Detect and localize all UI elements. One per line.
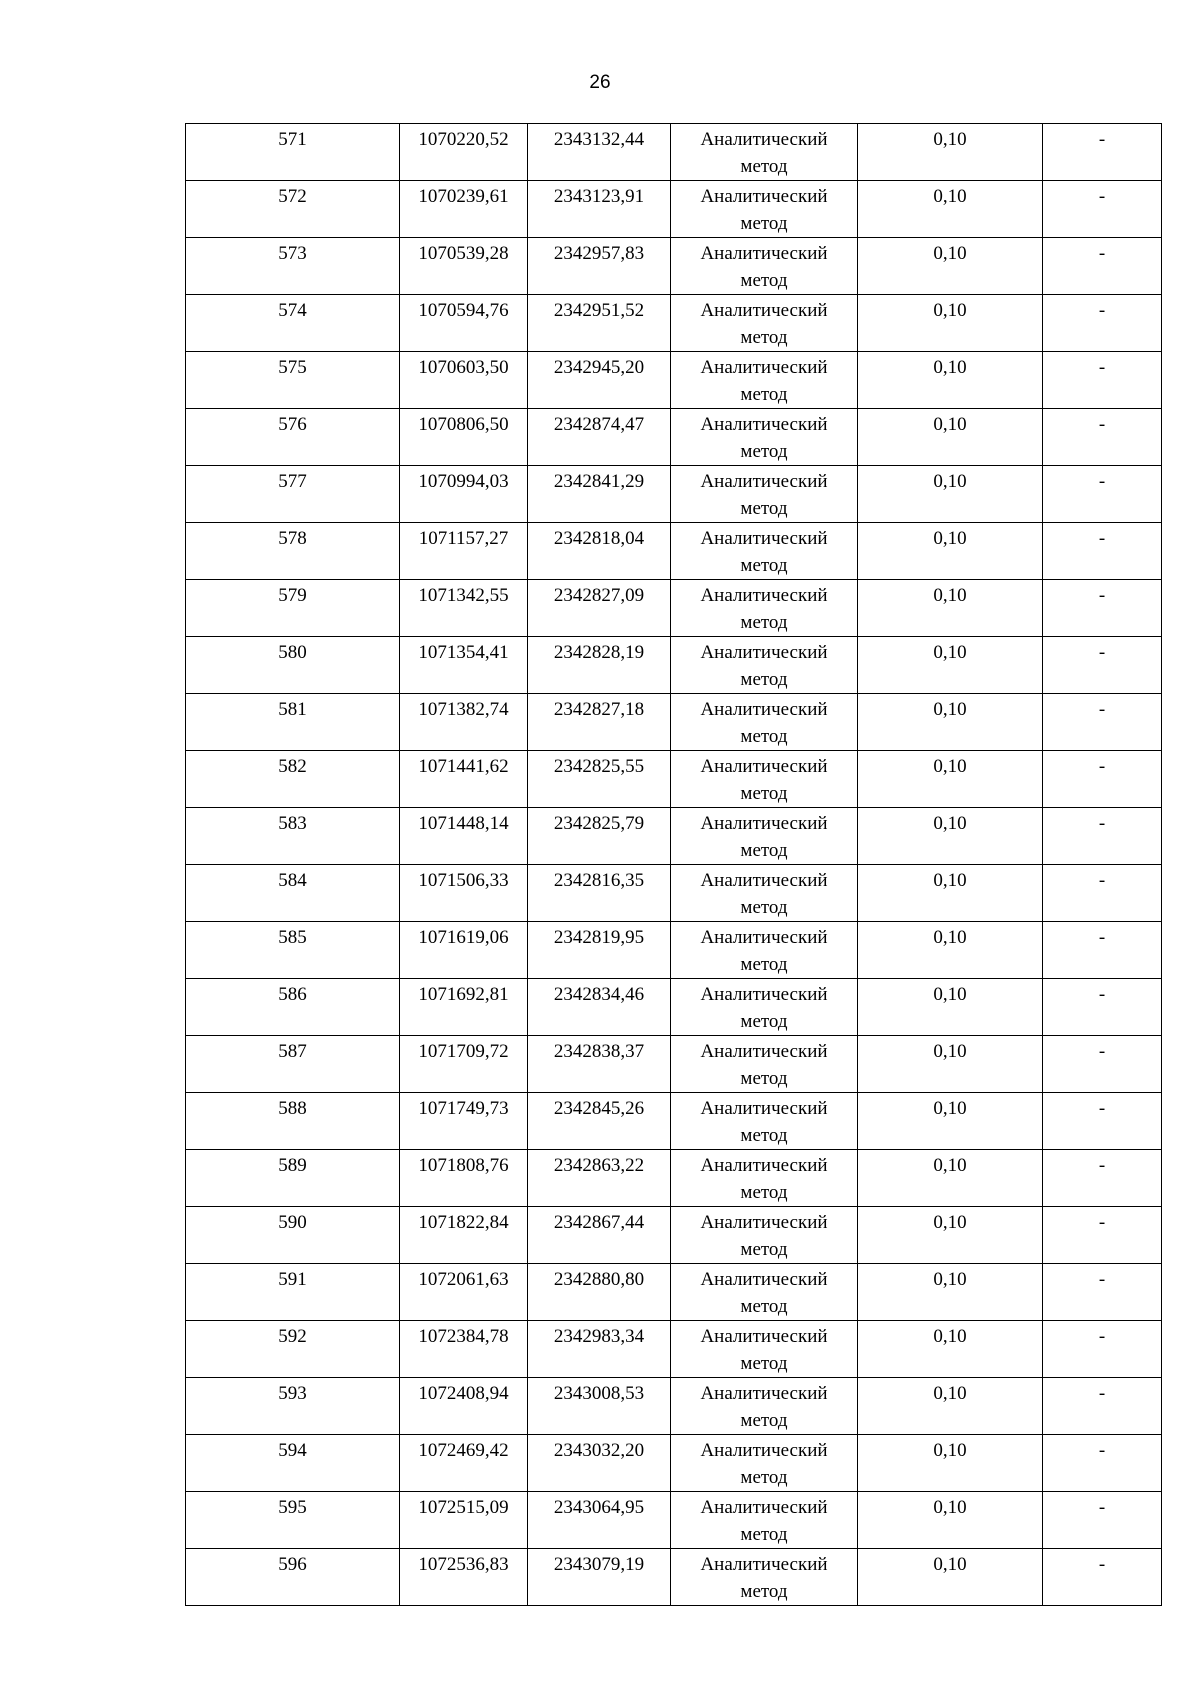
coordinate-x-cell: 1071354,41 <box>400 637 528 694</box>
table-row <box>186 922 1162 979</box>
note-cell: - <box>1043 922 1162 979</box>
note-cell: - <box>1043 523 1162 580</box>
point-number-cell: 574 <box>186 295 400 352</box>
accuracy-cell: 0,10 <box>858 979 1043 1036</box>
coordinate-y-cell: 2342863,22 <box>528 1150 671 1207</box>
coordinate-x-cell: 1071749,73 <box>400 1093 528 1150</box>
coordinate-y-cell: 2343079,19 <box>528 1549 671 1606</box>
accuracy-cell: 0,10 <box>858 1435 1043 1492</box>
coordinate-x-cell: 1072515,09 <box>400 1492 528 1549</box>
accuracy-cell: 0,10 <box>858 523 1043 580</box>
point-number-cell: 592 <box>186 1321 400 1378</box>
note-cell: - <box>1043 124 1162 181</box>
point-number-cell: 579 <box>186 580 400 637</box>
coordinate-x-cell: 1071709,72 <box>400 1036 528 1093</box>
coordinate-y-cell: 2342827,09 <box>528 580 671 637</box>
point-number-cell: 588 <box>186 1093 400 1150</box>
note-cell: - <box>1043 751 1162 808</box>
method-cell: Аналитический метод <box>671 1264 858 1321</box>
table-row <box>186 409 1162 466</box>
note-cell: - <box>1043 295 1162 352</box>
coordinate-y-cell: 2342816,35 <box>528 865 671 922</box>
point-number-cell: 587 <box>186 1036 400 1093</box>
coordinate-y-cell: 2342818,04 <box>528 523 671 580</box>
note-cell: - <box>1043 409 1162 466</box>
note-cell: - <box>1043 1264 1162 1321</box>
table-row <box>186 1093 1162 1150</box>
note-cell: - <box>1043 979 1162 1036</box>
accuracy-cell: 0,10 <box>858 466 1043 523</box>
method-cell: Аналитический метод <box>671 1378 858 1435</box>
accuracy-cell: 0,10 <box>858 1264 1043 1321</box>
note-cell: - <box>1043 1492 1162 1549</box>
method-cell: Аналитический метод <box>671 979 858 1036</box>
point-number-cell: 581 <box>186 694 400 751</box>
point-number-cell: 575 <box>186 352 400 409</box>
method-cell: Аналитический метод <box>671 808 858 865</box>
accuracy-cell: 0,10 <box>858 1150 1043 1207</box>
table-row <box>186 352 1162 409</box>
method-cell: Аналитический метод <box>671 694 858 751</box>
accuracy-cell: 0,10 <box>858 181 1043 238</box>
coordinate-x-cell: 1071692,81 <box>400 979 528 1036</box>
coordinate-x-cell: 1071506,33 <box>400 865 528 922</box>
coordinate-x-cell: 1070594,76 <box>400 295 528 352</box>
accuracy-cell: 0,10 <box>858 580 1043 637</box>
coordinate-y-cell: 2342880,80 <box>528 1264 671 1321</box>
coordinate-y-cell: 2342957,83 <box>528 238 671 295</box>
table-row <box>186 1207 1162 1264</box>
point-number-cell: 595 <box>186 1492 400 1549</box>
note-cell: - <box>1043 637 1162 694</box>
point-number-cell: 572 <box>186 181 400 238</box>
accuracy-cell: 0,10 <box>858 922 1043 979</box>
coordinate-x-cell: 1070994,03 <box>400 466 528 523</box>
accuracy-cell: 0,10 <box>858 637 1043 694</box>
table-row <box>186 637 1162 694</box>
coordinate-x-cell: 1072384,78 <box>400 1321 528 1378</box>
accuracy-cell: 0,10 <box>858 124 1043 181</box>
coordinate-y-cell: 2343032,20 <box>528 1435 671 1492</box>
coordinate-y-cell: 2342951,52 <box>528 295 671 352</box>
accuracy-cell: 0,10 <box>858 694 1043 751</box>
point-number-cell: 596 <box>186 1549 400 1606</box>
note-cell: - <box>1043 1150 1162 1207</box>
coordinate-x-cell: 1071619,06 <box>400 922 528 979</box>
coordinate-x-cell: 1071157,27 <box>400 523 528 580</box>
coordinate-x-cell: 1071448,14 <box>400 808 528 865</box>
coordinate-y-cell: 2342825,55 <box>528 751 671 808</box>
accuracy-cell: 0,10 <box>858 1321 1043 1378</box>
method-cell: Аналитический метод <box>671 1549 858 1606</box>
point-number-cell: 589 <box>186 1150 400 1207</box>
table-row <box>186 580 1162 637</box>
coordinate-y-cell: 2342841,29 <box>528 466 671 523</box>
accuracy-cell: 0,10 <box>858 295 1043 352</box>
coordinates-table-body <box>186 124 1162 1606</box>
note-cell: - <box>1043 694 1162 751</box>
coordinate-y-cell: 2342819,95 <box>528 922 671 979</box>
note-cell: - <box>1043 466 1162 523</box>
method-cell: Аналитический метод <box>671 466 858 523</box>
note-cell: - <box>1043 808 1162 865</box>
point-number-cell: 578 <box>186 523 400 580</box>
method-cell: Аналитический метод <box>671 409 858 466</box>
point-number-cell: 577 <box>186 466 400 523</box>
method-cell: Аналитический метод <box>671 751 858 808</box>
point-number-cell: 591 <box>186 1264 400 1321</box>
coordinate-x-cell: 1070806,50 <box>400 409 528 466</box>
method-cell: Аналитический метод <box>671 181 858 238</box>
coordinate-y-cell: 2343008,53 <box>528 1378 671 1435</box>
table-row <box>186 181 1162 238</box>
accuracy-cell: 0,10 <box>858 1492 1043 1549</box>
point-number-cell: 585 <box>186 922 400 979</box>
coordinate-y-cell: 2342945,20 <box>528 352 671 409</box>
accuracy-cell: 0,10 <box>858 1207 1043 1264</box>
point-number-cell: 571 <box>186 124 400 181</box>
accuracy-cell: 0,10 <box>858 751 1043 808</box>
coordinate-y-cell: 2342834,46 <box>528 979 671 1036</box>
method-cell: Аналитический метод <box>671 1321 858 1378</box>
coordinates-table <box>185 123 1162 1606</box>
point-number-cell: 573 <box>186 238 400 295</box>
table-row <box>186 1264 1162 1321</box>
note-cell: - <box>1043 1093 1162 1150</box>
method-cell: Аналитический метод <box>671 1492 858 1549</box>
page-number: 26 <box>589 72 611 93</box>
coordinate-x-cell: 1070539,28 <box>400 238 528 295</box>
point-number-cell: 576 <box>186 409 400 466</box>
coordinate-y-cell: 2342845,26 <box>528 1093 671 1150</box>
coordinate-x-cell: 1071808,76 <box>400 1150 528 1207</box>
method-cell: Аналитический метод <box>671 238 858 295</box>
table-row <box>186 751 1162 808</box>
coordinate-x-cell: 1070239,61 <box>400 181 528 238</box>
accuracy-cell: 0,10 <box>858 409 1043 466</box>
coordinate-y-cell: 2343132,44 <box>528 124 671 181</box>
method-cell: Аналитический метод <box>671 1150 858 1207</box>
accuracy-cell: 0,10 <box>858 1549 1043 1606</box>
coordinate-x-cell: 1072536,83 <box>400 1549 528 1606</box>
coordinate-y-cell: 2342983,34 <box>528 1321 671 1378</box>
table-row <box>186 694 1162 751</box>
method-cell: Аналитический метод <box>671 865 858 922</box>
table-row <box>186 523 1162 580</box>
method-cell: Аналитический метод <box>671 1093 858 1150</box>
accuracy-cell: 0,10 <box>858 238 1043 295</box>
note-cell: - <box>1043 352 1162 409</box>
coordinate-x-cell: 1072469,42 <box>400 1435 528 1492</box>
note-cell: - <box>1043 1207 1162 1264</box>
coordinate-x-cell: 1070220,52 <box>400 124 528 181</box>
accuracy-cell: 0,10 <box>858 1093 1043 1150</box>
method-cell: Аналитический метод <box>671 295 858 352</box>
coordinate-y-cell: 2342874,47 <box>528 409 671 466</box>
method-cell: Аналитический метод <box>671 1036 858 1093</box>
note-cell: - <box>1043 181 1162 238</box>
note-cell: - <box>1043 865 1162 922</box>
table-row <box>186 979 1162 1036</box>
point-number-cell: 580 <box>186 637 400 694</box>
note-cell: - <box>1043 1036 1162 1093</box>
coordinate-y-cell: 2343123,91 <box>528 181 671 238</box>
coordinate-x-cell: 1072408,94 <box>400 1378 528 1435</box>
accuracy-cell: 0,10 <box>858 865 1043 922</box>
table-row <box>186 466 1162 523</box>
method-cell: Аналитический метод <box>671 523 858 580</box>
point-number-cell: 582 <box>186 751 400 808</box>
note-cell: - <box>1043 1321 1162 1378</box>
coordinate-y-cell: 2342827,18 <box>528 694 671 751</box>
table-row <box>186 1492 1162 1549</box>
note-cell: - <box>1043 580 1162 637</box>
method-cell: Аналитический метод <box>671 124 858 181</box>
coordinate-y-cell: 2342867,44 <box>528 1207 671 1264</box>
point-number-cell: 584 <box>186 865 400 922</box>
method-cell: Аналитический метод <box>671 1207 858 1264</box>
coordinate-x-cell: 1071382,74 <box>400 694 528 751</box>
table-row <box>186 1549 1162 1606</box>
table-row <box>186 124 1162 181</box>
note-cell: - <box>1043 1435 1162 1492</box>
method-cell: Аналитический метод <box>671 580 858 637</box>
coordinate-x-cell: 1071822,84 <box>400 1207 528 1264</box>
table-row <box>186 1378 1162 1435</box>
table-row <box>186 1150 1162 1207</box>
accuracy-cell: 0,10 <box>858 1378 1043 1435</box>
accuracy-cell: 0,10 <box>858 352 1043 409</box>
coordinate-x-cell: 1071342,55 <box>400 580 528 637</box>
coordinate-x-cell: 1072061,63 <box>400 1264 528 1321</box>
coordinate-y-cell: 2342828,19 <box>528 637 671 694</box>
table-row <box>186 865 1162 922</box>
coordinate-y-cell: 2342825,79 <box>528 808 671 865</box>
point-number-cell: 590 <box>186 1207 400 1264</box>
coordinate-x-cell: 1071441,62 <box>400 751 528 808</box>
method-cell: Аналитический метод <box>671 922 858 979</box>
point-number-cell: 586 <box>186 979 400 1036</box>
accuracy-cell: 0,10 <box>858 808 1043 865</box>
point-number-cell: 583 <box>186 808 400 865</box>
point-number-cell: 594 <box>186 1435 400 1492</box>
table-row <box>186 238 1162 295</box>
note-cell: - <box>1043 1549 1162 1606</box>
coordinate-y-cell: 2343064,95 <box>528 1492 671 1549</box>
coordinate-x-cell: 1070603,50 <box>400 352 528 409</box>
method-cell: Аналитический метод <box>671 637 858 694</box>
note-cell: - <box>1043 1378 1162 1435</box>
table-row <box>186 1036 1162 1093</box>
table-row <box>186 1435 1162 1492</box>
note-cell: - <box>1043 238 1162 295</box>
accuracy-cell: 0,10 <box>858 1036 1043 1093</box>
method-cell: Аналитический метод <box>671 1435 858 1492</box>
table-row <box>186 808 1162 865</box>
table-row <box>186 295 1162 352</box>
point-number-cell: 593 <box>186 1378 400 1435</box>
table-row <box>186 1321 1162 1378</box>
coordinate-y-cell: 2342838,37 <box>528 1036 671 1093</box>
method-cell: Аналитический метод <box>671 352 858 409</box>
